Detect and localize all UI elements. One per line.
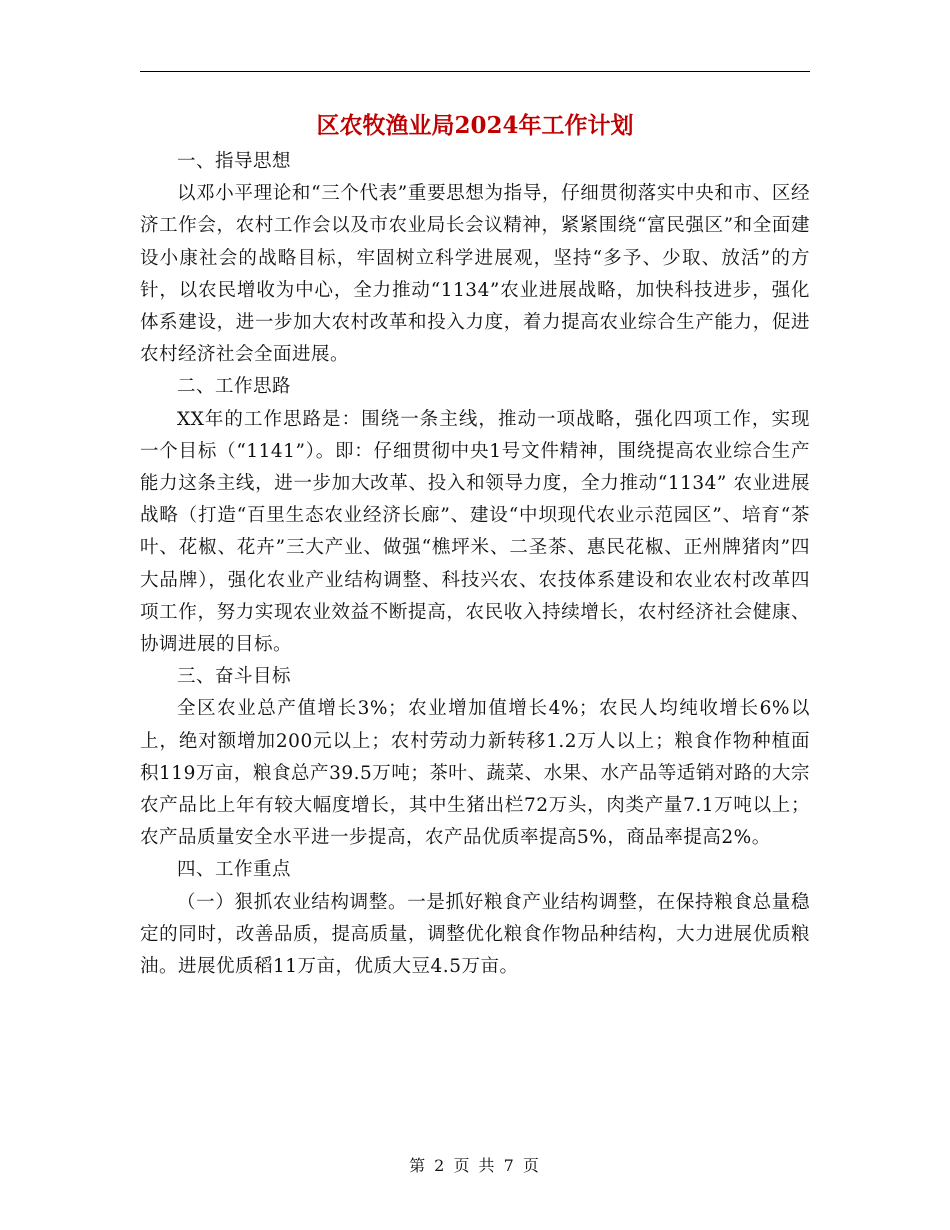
section-heading-guiding-ideology: 一、指导思想 [177,151,292,172]
page-number-footer: 第 2 页 共 7 页 [409,1156,541,1175]
paragraph-goals: 全区农业总产值增长3%；农业增加值增长4%；农民人均纯收增长6%以上，绝对额增加200元以上；农村劳动力新转移1.2万人以上；粮食作物种植面积119万亩，粮食总产39.5万吨；茶叶、蔬菜、水果、水产品等适销对路的大宗农产品比上年有较大幅度增长，其中生猪出栏72万头，肉类产量7.1万吨以上；农产品质量安全水平进一步提高，农产品优质率提高5%，商品率提高2%。 [140,698,810,849]
header-rule [140,71,810,72]
section-heading-key-work: 四、工作重点 [177,859,292,881]
document-body [140,146,810,983]
paragraph-key-work-1: （一）狠抓农业结构调整。一是抓好粮食产业结构调整，在保持粮食总量稳定的同时，改善品质，提高质量，调整优化粮食作物品种结构，大力进展优质粮油。进展优质稻11万亩，优质大豆4.5万亩。 [140,891,810,978]
paragraph-guiding-ideology: 以邓小平理论和“三个代表”重要思想为指导，仔细贯彻落实中央和市、区经济工作会，农村工作会以及市农业局长会议精神，紧紧围绕“富民强区”和全面建设小康社会的战略目标，牢固树立科学进展观，坚持“多予、少取、放活”的方针，以农民增收为中心，全力推动“1134”农业进展战略，加快科技进步，强化体系建设，进一步加大农村改革和投入力度，着力提高农业综合生产能力，促进农村经济社会全面进展。 [140,183,810,366]
section-heading-goals: 三、奋斗目标 [177,666,292,688]
document-title: 区农牧渔业局2024年工作计划 [316,112,634,139]
paragraph-work-approach: XX年的工作思路是：围绕一条主线，推动一项战略，强化四项工作，实现一个目标（“1141”）。即：仔细贯彻中央1号文件精神，围绕提高农业综合生产能力这条主线，进一步加大改革、投入和领导力度，全力推动“1134” 农业进展战略（打造“百里生态农业经济长廊”、建设“中坝现代农业示范园区”、培育“茶叶、花椒、花卉”三大产业、做强“樵坪米、二圣茶、惠民花椒、正州牌猪肉”四大品牌），强化农业产业结构调整、科技兴农、农技体系建设和农业农村改革四项工作，努力实现农业效益不断提高，农民收入持续增长，农村经济社会健康、协调进展的目标。 [140,408,810,656]
section-heading-work-approach: 二、工作思路 [177,376,292,398]
